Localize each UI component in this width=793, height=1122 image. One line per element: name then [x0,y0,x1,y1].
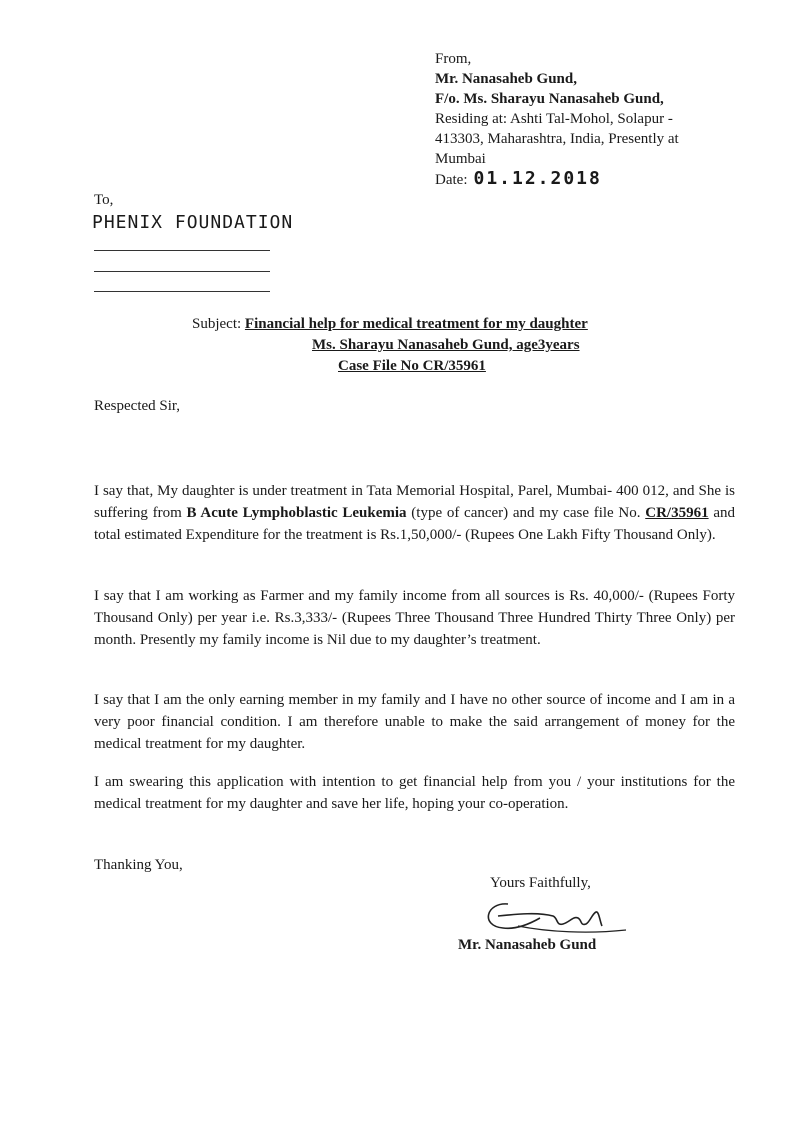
body-paragraph-2: I say that I am working as Farmer and my family income from all sources is Rs. 40,000/- (Rupees Forty Thousand Only) per year i.e. Rs.3,333/- (Rupees Three Thousand Three Hundred Thirty Three Only) per month. Presently my family income is Nil due to my daughter’s treatment. [94,588,735,648]
date-line [435,169,755,190]
body-paragraph-1 [94,480,735,546]
subject-line: Financial help for medical treatment for my daughter [244,316,588,332]
subject-line: Case File No CR/35961 [338,358,486,374]
sender-address-line: 413303, Maharashtra, India, Presently at [435,131,679,147]
address-blank-line [94,291,270,292]
disease-name: B Acute Lymphoblastic Leukemia [186,505,407,521]
date-value: 01.12.2018 [473,168,602,189]
recipient-name: PHENIX FOUNDATION [92,212,294,233]
thanking-line: Thanking You, [94,857,183,873]
subject-block [192,314,712,377]
paragraph-text: I say that, My daughter is under treatment in Tata Memorial Hospital, Parel, Mumbai- 400 012, and She is suffering from [94,483,735,521]
subject-label: Subject: [192,316,242,332]
subject-line: Ms. Sharayu Nanasaheb Gund, age3years [312,337,580,353]
body-paragraph-4: I am swearing this application with intention to get financial help from you / your institutions for the medical treatment for my daughter and save her life, hoping your co-operation. [94,774,735,812]
date-label: Date: [435,172,468,188]
case-file-number: CR/35961 [645,505,709,521]
from-label: From, [435,51,472,67]
address-blank-line [94,250,270,251]
to-label: To, [94,192,114,208]
address-blank-line [94,271,270,272]
sender-address-block [435,49,755,190]
signatory-name: Mr. Nanasaheb Gund [458,937,597,953]
sender-name: Mr. Nanasaheb Gund, [435,71,577,87]
closing-line: Yours Faithfully, [490,875,591,891]
paragraph-text: and total estimated Expenditure for the treatment is Rs.1,50,000/- (Rupees One Lakh Fifty Thousand Only). [94,505,735,543]
sender-relation: F/o. Ms. Sharayu Nanasaheb Gund, [435,91,664,107]
sender-address-line: Residing at: Ashti Tal-Mohol, Solapur - [435,111,673,127]
body-paragraph-3: I say that I am the only earning member in my family and I have no other source of income and I am in a very poor financial condition. I am therefore unable to make the said arrangement of money for the medical treatment for my daughter. [94,692,735,752]
paragraph-text: (type of cancer) and my case file No. [406,505,646,521]
salutation: Respected Sir, [94,398,181,414]
sender-address-line: Mumbai [435,151,486,167]
